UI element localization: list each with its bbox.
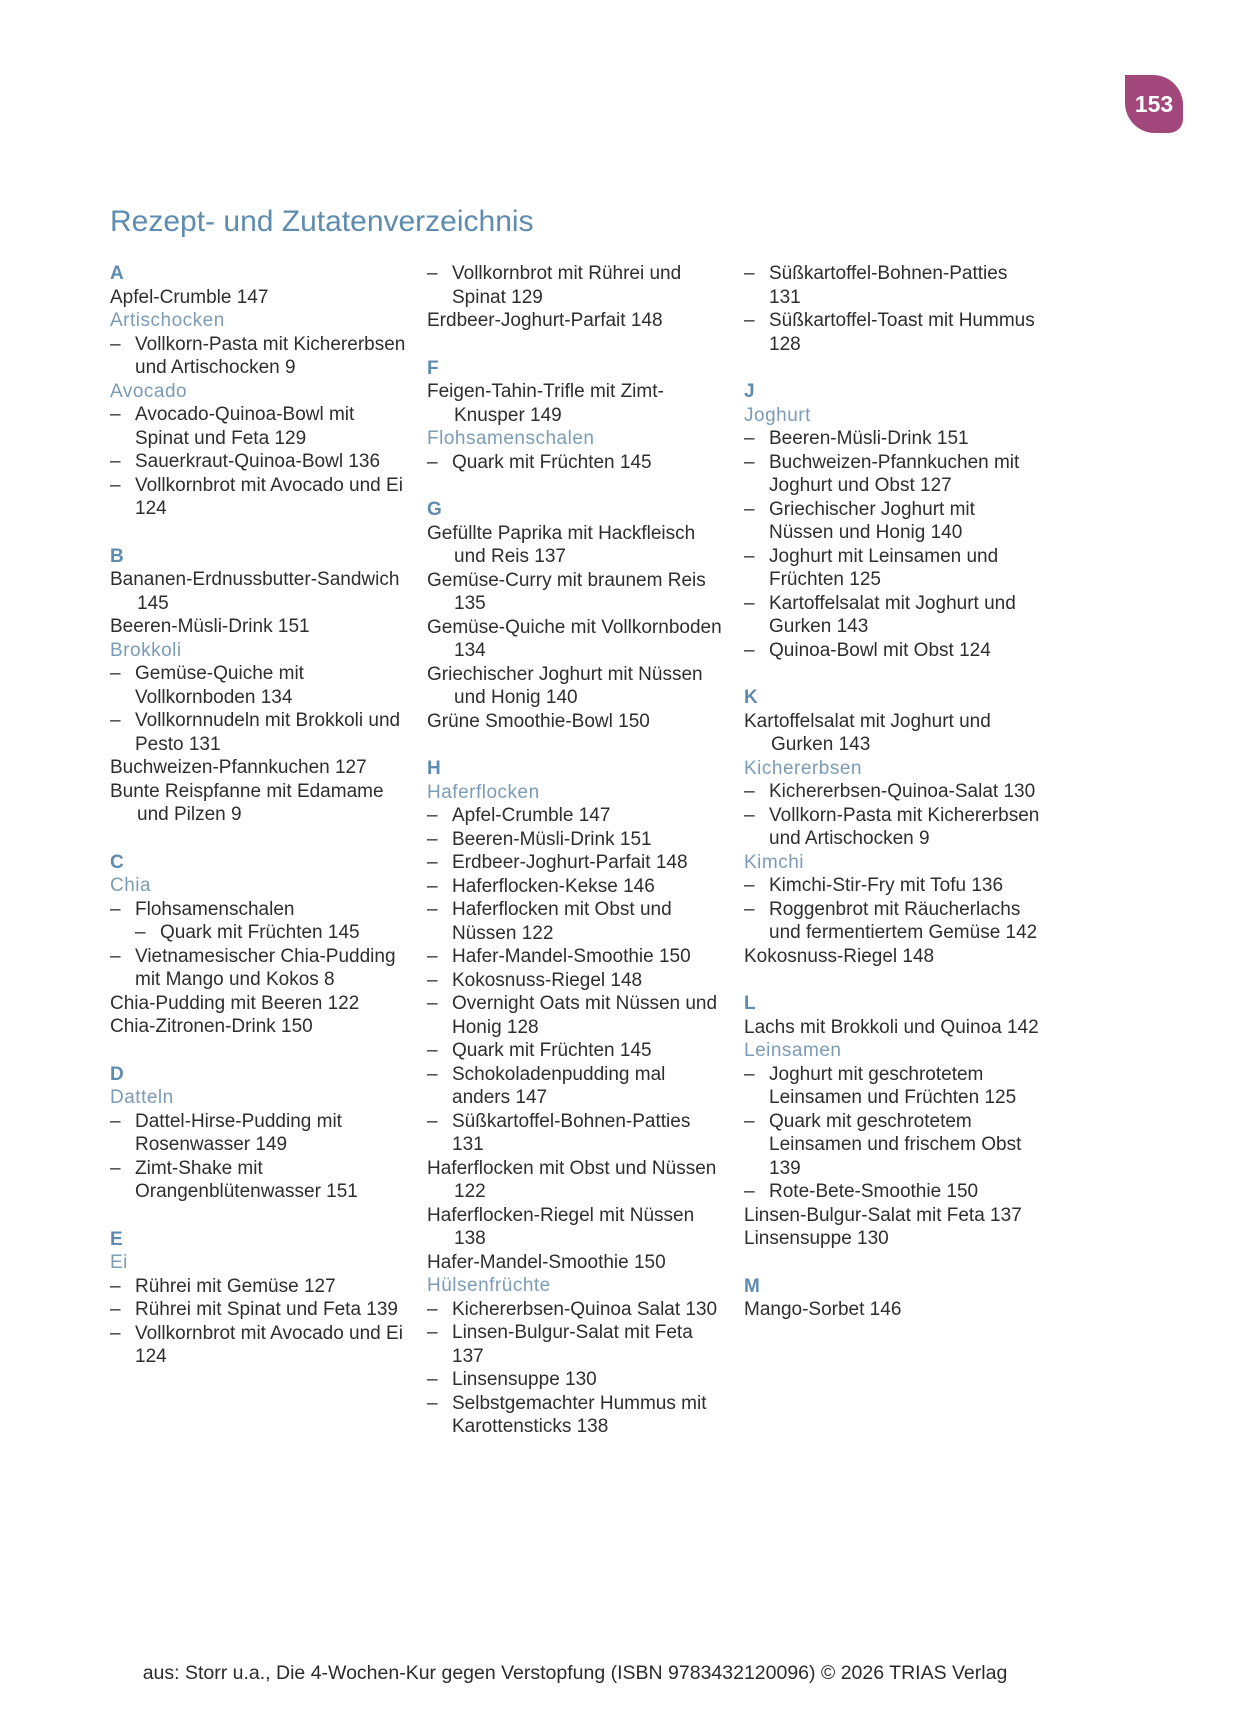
entry-text: Quark mit Früchten 145	[160, 922, 360, 943]
index-subheader: Avocado	[110, 380, 188, 402]
index-letter: L	[744, 993, 756, 1014]
entry-text: Selbstgemachter Hummus mit Karottensticks 138	[452, 1392, 707, 1437]
dash-mark: –	[744, 1181, 755, 1202]
index-dash-entry	[110, 945, 406, 992]
index-column	[110, 262, 406, 1369]
index-entry: Buchweizen-Pfannkuchen 127	[110, 757, 367, 778]
index-dash-entry	[744, 1180, 1040, 1204]
dash-mark: –	[110, 474, 121, 496]
index-letter: J	[744, 381, 755, 402]
index-dash-entry	[110, 403, 406, 450]
entry-text: Linsen-Bulgur-Salat mit Feta 137	[452, 1322, 693, 1367]
index-dash-entry	[110, 333, 406, 380]
index-subheader: Kichererbsen	[744, 757, 862, 779]
index-subheader: Haferflocken	[427, 781, 540, 803]
entry-text: Overnight Oats mit Nüssen und Honig 128	[452, 993, 718, 1038]
index-dash-entry	[427, 262, 723, 309]
index-nested-dash-entry	[135, 921, 406, 945]
entry-text: Zimt-Shake mit Orangenblütenwasser 151	[135, 1157, 358, 1202]
index-subheader: Brokkoli	[110, 639, 182, 661]
index-entry: Grüne Smoothie-Bowl 150	[427, 710, 650, 732]
index-dash-entry	[744, 780, 1040, 804]
index-subheader: Hülsenfrüchte	[427, 1275, 551, 1296]
index-entry: Linsensuppe 130	[744, 1228, 889, 1249]
entry-text: Roggenbrot mit Räucherlachs und fermentiertem Gemüse 142	[769, 898, 1038, 943]
dash-mark: –	[427, 1110, 438, 1132]
index-dash-entry	[744, 898, 1040, 945]
entry-text: Süßkartoffel-Bohnen-Patties 131	[769, 263, 1008, 308]
entry-text: Apfel-Crumble 147	[452, 805, 611, 826]
dash-mark: –	[110, 663, 121, 684]
entry-text: Erdbeer-Joghurt-Parfait 148	[452, 852, 688, 873]
dash-mark: –	[427, 1298, 438, 1320]
entry-text: Vollkornbrot mit Avocado und Ei 124	[135, 474, 403, 519]
index-dash-entry	[744, 309, 1040, 356]
index-letter: E	[110, 1228, 123, 1250]
dash-mark: –	[744, 875, 755, 896]
dash-mark: –	[427, 451, 438, 473]
entry-text: Vollkornbrot mit Avocado und Ei 124	[135, 1322, 403, 1367]
dash-mark: –	[427, 875, 438, 897]
index-entry: Apfel-Crumble 147	[110, 286, 269, 308]
dash-mark: –	[110, 1275, 121, 1297]
index-letter: H	[427, 758, 442, 779]
index-entry: Kartoffelsalat mit Joghurt und Gurken 143	[744, 710, 991, 755]
index-dash-entry	[427, 828, 723, 852]
index-dash-entry	[744, 498, 1040, 545]
entry-text: Griechischer Joghurt mit Nüssen und Honig 140	[769, 498, 975, 543]
index-dash-entry	[427, 992, 723, 1039]
dash-mark: –	[744, 804, 755, 826]
index-entry: Haferflocken-Riegel mit Nüssen 138	[427, 1204, 695, 1249]
index-subheader: Kimchi	[744, 851, 805, 873]
index-letter: B	[110, 545, 125, 567]
dash-mark: –	[110, 898, 121, 920]
index-dash-entry	[110, 709, 406, 756]
index-entry: Linsen-Bulgur-Salat mit Feta 137	[744, 1204, 1022, 1226]
index-subheader: Ei	[110, 1252, 128, 1273]
dash-mark: –	[427, 852, 438, 873]
index-entry: Griechischer Joghurt mit Nüssen und Honig 140	[427, 663, 703, 708]
index-dash-entry	[110, 662, 406, 709]
index-entry: Feigen-Tahin-Trifle mit Zimt-Knusper 149	[427, 381, 664, 426]
index-columns	[110, 262, 1040, 1439]
dash-mark: –	[427, 828, 438, 850]
index-dash-entry	[744, 545, 1040, 592]
entry-text: Süßkartoffel-Toast mit Hummus 128	[769, 310, 1035, 355]
dash-mark: –	[427, 1369, 438, 1390]
entry-text: Quark mit geschrotetem Leinsamen und frischem Obst 139	[769, 1110, 1022, 1179]
entry-text: Vietnamesischer Chia-Pudding mit Mango und Kokos 8	[135, 945, 396, 990]
index-column	[427, 262, 723, 1439]
dash-mark: –	[744, 1063, 755, 1085]
index-dash-entry	[744, 427, 1040, 451]
index-dash-entry	[110, 898, 406, 922]
imprint-footer: aus: Storr u.a., Die 4-Wochen-Kur gegen Verstopfung (ISBN 9783432120096) © 2026 TRIAS Verlag	[142, 1662, 1008, 1684]
index-dash-entry	[427, 1321, 723, 1368]
index-dash-entry	[427, 875, 723, 899]
index-entry: Mango-Sorbet 146	[744, 1299, 902, 1320]
dash-mark: –	[110, 451, 121, 472]
dash-mark: –	[110, 710, 121, 731]
entry-text: Gemüse-Quiche mit Vollkornboden 134	[135, 663, 304, 708]
index-entry: Beeren-Müsli-Drink 151	[110, 616, 310, 637]
dash-mark: –	[744, 428, 755, 449]
dash-mark: –	[110, 1110, 121, 1132]
index-subheader: Chia	[110, 875, 152, 896]
index-letter: C	[110, 851, 125, 873]
index-entry: Kokosnuss-Riegel 148	[744, 945, 935, 967]
dash-mark: –	[427, 1063, 438, 1085]
index-dash-entry	[427, 1110, 723, 1157]
dash-mark: –	[110, 945, 121, 967]
index-dash-entry	[110, 1275, 406, 1299]
index-dash-entry	[427, 969, 723, 993]
dash-mark: –	[744, 310, 755, 331]
entry-text: Joghurt mit geschrotetem Leinsamen und Früchten 125	[769, 1063, 1017, 1108]
index-entry: Hafer-Mandel-Smoothie 150	[427, 1251, 666, 1273]
entry-text: Beeren-Müsli-Drink 151	[452, 828, 652, 850]
dash-mark: –	[744, 781, 755, 802]
index-dash-entry	[427, 945, 723, 969]
index-dash-entry	[427, 451, 723, 475]
dash-mark: –	[427, 969, 438, 991]
index-entry: Bananen-Erdnussbutter-Sandwich 145	[110, 569, 400, 614]
entry-text: Rote-Bete-Smoothie 150	[769, 1181, 979, 1202]
index-dash-entry	[427, 1039, 723, 1063]
entry-text: Buchweizen-Pfannkuchen mit Joghurt und Obst 127	[769, 451, 1020, 496]
entry-text: Kartoffelsalat mit Joghurt und Gurken 143	[769, 592, 1016, 637]
index-entry: Gemüse-Curry mit braunem Reis 135	[427, 569, 706, 614]
entry-text: Quark mit Früchten 145	[452, 1040, 652, 1061]
entry-text: Dattel-Hirse-Pudding mit Rosenwasser 149	[135, 1110, 342, 1155]
index-dash-entry	[427, 1392, 723, 1439]
entry-text: Süßkartoffel-Bohnen-Patties 131	[452, 1110, 691, 1155]
dash-mark: –	[427, 805, 438, 826]
index-letter: K	[744, 687, 759, 708]
index-dash-entry	[744, 262, 1040, 309]
entry-text: Haferflocken mit Obst und Nüssen 122	[452, 899, 672, 944]
dash-mark: –	[427, 1040, 438, 1061]
index-dash-entry	[427, 1298, 723, 1322]
entry-text: Kichererbsen-Quinoa-Salat 130	[769, 781, 1036, 802]
page-number-badge	[1125, 75, 1183, 133]
entry-text: Kokosnuss-Riegel 148	[452, 969, 643, 991]
dash-mark: –	[110, 1299, 121, 1320]
dash-mark: –	[427, 993, 438, 1014]
index-dash-entry	[744, 804, 1040, 851]
dash-mark: –	[744, 263, 755, 284]
dash-mark: –	[744, 898, 755, 920]
index-entry: Gemüse-Quiche mit Vollkornboden 134	[427, 616, 722, 661]
index-dash-entry	[427, 851, 723, 875]
index-dash-entry	[427, 804, 723, 828]
dash-mark: –	[110, 1157, 121, 1179]
index-dash-entry	[110, 1298, 406, 1322]
index-entry: Erdbeer-Joghurt-Parfait 148	[427, 310, 663, 331]
entry-text: Rührei mit Spinat und Feta 139	[135, 1299, 398, 1320]
dash-mark: –	[427, 1392, 438, 1414]
index-letter: D	[110, 1063, 125, 1085]
index-dash-entry	[744, 1110, 1040, 1181]
entry-text: Beeren-Müsli-Drink 151	[769, 428, 969, 449]
dash-mark: –	[744, 639, 755, 661]
dash-mark: –	[427, 1322, 438, 1343]
index-dash-entry	[110, 474, 406, 521]
entry-text: Vollkorn-Pasta mit Kichererbsen und Artischocken 9	[135, 333, 406, 378]
index-letter: F	[427, 357, 439, 379]
index-entry: Bunte Reispfanne mit Edamame und Pilzen 9	[110, 780, 384, 825]
index-entry: Lachs mit Brokkoli und Quinoa 142	[744, 1016, 1039, 1038]
dash-mark: –	[110, 404, 121, 425]
index-column	[744, 262, 1040, 1322]
index-dash-entry	[744, 874, 1040, 898]
dash-mark: –	[427, 946, 438, 967]
index-entry: Gefüllte Paprika mit Hackfleisch und Reis 137	[427, 522, 696, 567]
index-entry: Chia-Zitronen-Drink 150	[110, 1016, 313, 1037]
index-dash-entry	[427, 898, 723, 945]
dash-mark: –	[110, 1322, 121, 1344]
index-dash-entry	[744, 592, 1040, 639]
entry-text: Flohsamenschalen	[135, 898, 295, 920]
dash-mark: –	[744, 1110, 755, 1132]
entry-text: Quinoa-Bowl mit Obst 124	[769, 639, 991, 661]
entry-text: Vollkornnudeln mit Brokkoli und Pesto 131	[135, 710, 401, 755]
dash-mark: –	[135, 922, 146, 943]
page-title: Rezept- und Zutatenverzeichnis	[110, 205, 534, 238]
entry-text: Avocado-Quinoa-Bowl mit Spinat und Feta 129	[135, 404, 355, 449]
dash-mark: –	[427, 899, 438, 920]
index-subheader: Flohsamenschalen	[427, 428, 595, 449]
entry-text: Sauerkraut-Quinoa-Bowl 136	[135, 451, 381, 472]
index-entry: Haferflocken mit Obst und Nüssen 122	[427, 1157, 717, 1202]
index-letter: A	[110, 263, 125, 284]
entry-text: Hafer-Mandel-Smoothie 150	[452, 946, 691, 967]
index-dash-entry	[110, 450, 406, 474]
index-entry: Chia-Pudding mit Beeren 122	[110, 992, 360, 1014]
index-letter: M	[744, 1275, 761, 1297]
dash-mark: –	[427, 263, 438, 284]
index-dash-entry	[744, 451, 1040, 498]
entry-text: Kichererbsen-Quinoa Salat 130	[452, 1298, 718, 1320]
index-subheader: Artischocken	[110, 310, 225, 331]
entry-text: Joghurt mit Leinsamen und Früchten 125	[769, 545, 999, 590]
index-dash-entry	[110, 1110, 406, 1157]
dash-mark: –	[744, 451, 755, 473]
index-dash-entry	[744, 1063, 1040, 1110]
dash-mark: –	[744, 498, 755, 520]
index-subheader: Datteln	[110, 1087, 174, 1108]
entry-text: Rührei mit Gemüse 127	[135, 1275, 336, 1297]
entry-text: Kimchi-Stir-Fry mit Tofu 136	[769, 875, 1004, 896]
page-number: 153	[1134, 90, 1174, 117]
index-dash-entry	[427, 1368, 723, 1392]
dash-mark: –	[744, 592, 755, 614]
index-dash-entry	[744, 639, 1040, 663]
index-subheader: Joghurt	[744, 404, 811, 426]
index-dash-entry	[110, 1157, 406, 1204]
dash-mark: –	[110, 333, 121, 355]
entry-text: Vollkornbrot mit Rührei und Spinat 129	[452, 263, 682, 308]
dash-mark: –	[744, 545, 755, 567]
index-letter: G	[427, 499, 443, 520]
index-dash-entry	[427, 1063, 723, 1110]
entry-text: Schokoladenpudding mal anders 147	[452, 1063, 666, 1108]
entry-text: Quark mit Früchten 145	[452, 451, 652, 473]
entry-text: Linsensuppe 130	[452, 1369, 597, 1390]
index-dash-entry	[110, 1322, 406, 1369]
index-subheader: Leinsamen	[744, 1040, 842, 1061]
entry-text: Vollkorn-Pasta mit Kichererbsen und Artischocken 9	[769, 804, 1040, 849]
entry-text: Haferflocken-Kekse 146	[452, 875, 655, 897]
